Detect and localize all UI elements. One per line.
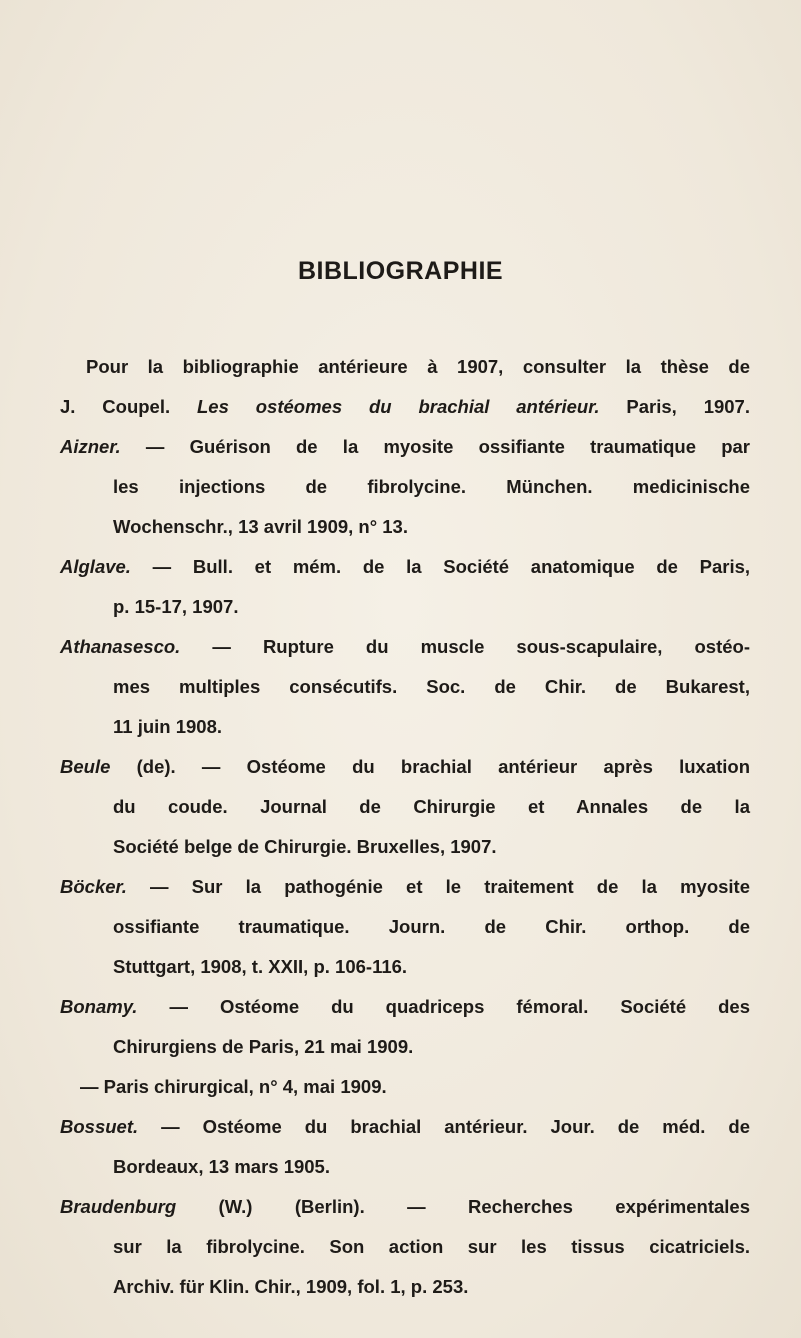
- entry-author: Bossuet.: [60, 1116, 139, 1137]
- entry-text: — Bull. et mém. de la Société anatomique de Paris,: [152, 556, 751, 577]
- entry-line: p. 15-17, 1907.: [113, 596, 239, 617]
- entry-bossuet: [60, 1107, 750, 1147]
- entry-alglave: [60, 547, 750, 587]
- entry-line: Wochenschr., 13 avril 1909, n° 13.: [113, 516, 408, 537]
- intro-line-2: [60, 387, 750, 427]
- entry-line: Chirurgiens de Paris, 21 mai 1909.: [113, 1036, 414, 1057]
- entry-bonamy: [60, 987, 750, 1027]
- entry-braudenburg: [60, 1187, 750, 1227]
- intro-place-date: Paris, 1907.: [599, 396, 750, 417]
- entry-text: — Rupture du muscle sous-scapulaire, ostéo-: [212, 636, 750, 657]
- entry-line: Société belge de Chirurgie. Bruxelles, 1907.: [113, 836, 497, 857]
- entry-text: (de). — Ostéome du brachial antérieur après luxation: [136, 756, 751, 777]
- entry-aizner: [60, 427, 750, 467]
- entry-line: mes multiples consécutifs. Soc. de Chir. de Bukarest,: [113, 676, 750, 697]
- entry-text: — Ostéome du brachial antérieur. Jour. de méd. de: [161, 1116, 751, 1137]
- entry-text: — Guérison de la myosite ossifiante traumatique par: [145, 436, 751, 457]
- entry-line: du coude. Journal de Chirurgie et Annales de la: [113, 796, 750, 817]
- bibliography-text: [60, 347, 750, 1307]
- entry-line: [60, 1067, 750, 1107]
- entry-bocker: [60, 867, 750, 907]
- entry-author: Aizner.: [60, 436, 121, 457]
- entry-beule: [60, 747, 750, 787]
- entry-author: Beule: [60, 756, 111, 777]
- entry-author: Alglave.: [60, 556, 131, 577]
- page-title: BIBLIOGRAPHIE: [297, 257, 504, 285]
- entry-line: Archiv. für Klin. Chir., 1909, fol. 1, p. 253.: [113, 1276, 469, 1297]
- entry-author: Braudenburg: [60, 1196, 177, 1217]
- entry-line: les injections de fibrolycine. München. medicinische: [113, 476, 750, 497]
- entry-author: Bonamy.: [60, 996, 138, 1017]
- intro-thesis-title: Les ostéomes du brachial antérieur.: [197, 396, 600, 417]
- entry-line: Stuttgart, 1908, t. XXII, p. 106-116.: [113, 956, 408, 977]
- entry-author: Böcker.: [60, 876, 127, 897]
- entry-text: — Sur la pathogénie et le traitement de la myosite: [150, 876, 751, 897]
- entry-author: Athanasesco.: [60, 636, 181, 657]
- entry-line: ossifiante traumatique. Journ. de Chir. orthop. de: [113, 916, 750, 937]
- entry-text: — Ostéome du quadriceps fémoral. Société des: [169, 996, 750, 1017]
- intro-author: J. Coupel.: [60, 396, 197, 417]
- entry-text: (W.) (Berlin). — Recherches expérimentales: [218, 1196, 750, 1217]
- intro-line-1: Pour la bibliographie antérieure à 1907, consulter la thèse de: [86, 356, 750, 377]
- entry-line: 11 juin 1908.: [113, 716, 223, 737]
- entry-line: Bordeaux, 13 mars 1905.: [113, 1156, 330, 1177]
- entry-line-text: — Paris chirurgical, n° 4, mai 1909.: [80, 1076, 387, 1097]
- entry-athanasesco: [60, 627, 750, 667]
- entry-line: sur la fibrolycine. Son action sur les tissus cicatriciels.: [113, 1236, 750, 1257]
